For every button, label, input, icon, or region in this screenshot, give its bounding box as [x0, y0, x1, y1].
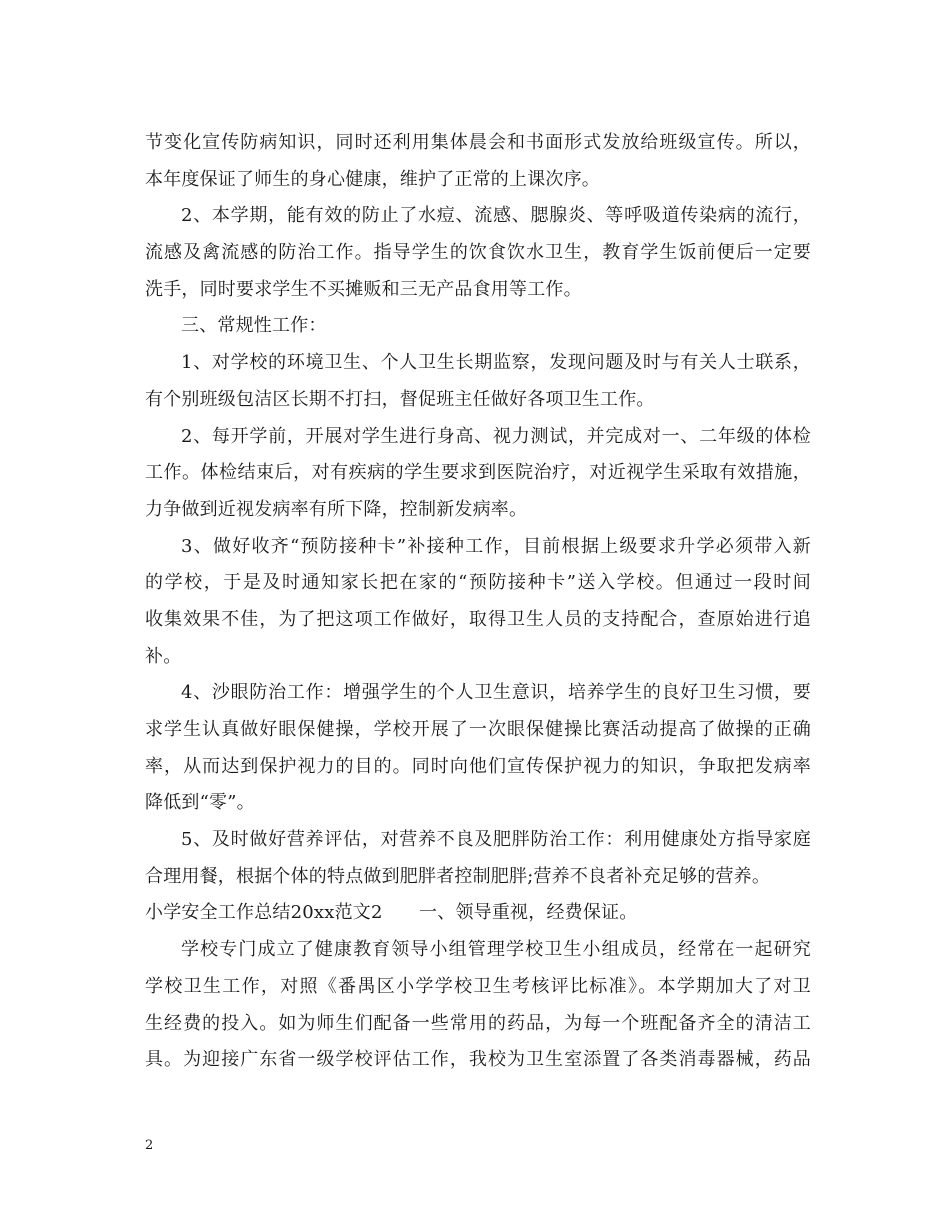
text-line: 2、本学期，能有效的防止了水痘、流感、腮腺炎、等呼吸道传染病的流行，: [181, 205, 811, 227]
text-line: 收集效果不佳，为了把这项工作做好，取得卫生人员的支持配合，查原始进行追: [145, 608, 811, 630]
text-line: 2、每开学前，开展对学生进行身高、视力测试，并完成对一、二年级的体检: [181, 425, 811, 447]
text-line: 求学生认真做好眼保健操，学校开展了一次眼保健操比赛活动提高了做操的正确: [145, 719, 811, 740]
text-line: 率，从而达到保护视力的目的。同时向他们宣传保护视力的知识，争取把发病率: [145, 755, 811, 777]
text-line: 3、做好收齐“预防接种卡”补接种工作，目前根据上级要求升学必须带入新: [181, 535, 811, 557]
text-line: 工作。体检结束后，对有疾病的学生要求到医院治疗，对近视学生采取有效措施，: [145, 462, 811, 484]
text-line: 小学安全工作总结20xx范文2 一、领导重视，经费保证。: [145, 902, 638, 924]
text-line: 降低到“零”。: [145, 792, 255, 814]
text-line: 4、沙眼防治工作：增强学生的个人卫生意识，培养学生的良好卫生习惯，要: [181, 682, 811, 704]
text-line: 有个别班级包洁区长期不打扫，督促班主任做好各项卫生工作。: [145, 388, 655, 410]
text-line: 洗手，同时要求学生不买摊贩和三无产品食用等工作。: [145, 278, 582, 300]
text-line: 力争做到近视发病率有所下降，控制新发病率。: [145, 498, 528, 520]
text-line: 1、对学校的环境卫生、个人卫生长期监察，发现问题及时与有关人士联系，: [181, 352, 811, 374]
text-line: 本年度保证了师生的身心健康，维护了正常的上课次序。: [145, 168, 600, 190]
text-line: 学校卫生工作，对照《番禺区小学学校卫生考核评比标准》。本学期加大了对卫: [145, 975, 811, 997]
text-line: 5、及时做好营养评估，对营养不良及肥胖防治工作：利用健康处方指导家庭: [181, 829, 811, 851]
text-line: 三、常规性工作：: [181, 315, 327, 337]
page-number: 2: [145, 1138, 154, 1153]
text-line: 学校专门成立了健康教育领导小组管理学校卫生小组成员，经常在一起研究: [181, 939, 811, 961]
text-line: 补。: [145, 645, 182, 667]
text-line: 的学校，于是及时通知家长把在家的“预防接种卡”送入学校。但通过一段时间: [145, 572, 811, 594]
text-line: 具。为迎接广东省一级学校评估工作，我校为卫生室添置了各类消毒器械，药品: [145, 1049, 811, 1071]
text-line: 流感及禽流感的防治工作。指导学生的饮食饮水卫生，教育学生饭前便后一定要: [145, 242, 811, 264]
text-line: 节变化宣传防病知识，同时还利用集体晨会和书面形式发放给班级宣传。所以，: [145, 132, 811, 153]
text-line: 生经费的投入。如为师生们配备一些常用的药品，为每一个班配备齐全的清洁工: [145, 1012, 811, 1034]
text-line: 合理用餐，根据个体的特点做到肥胖者控制肥胖;营养不良者补充足够的营养。: [145, 865, 771, 887]
body-text: [145, 125, 811, 1079]
